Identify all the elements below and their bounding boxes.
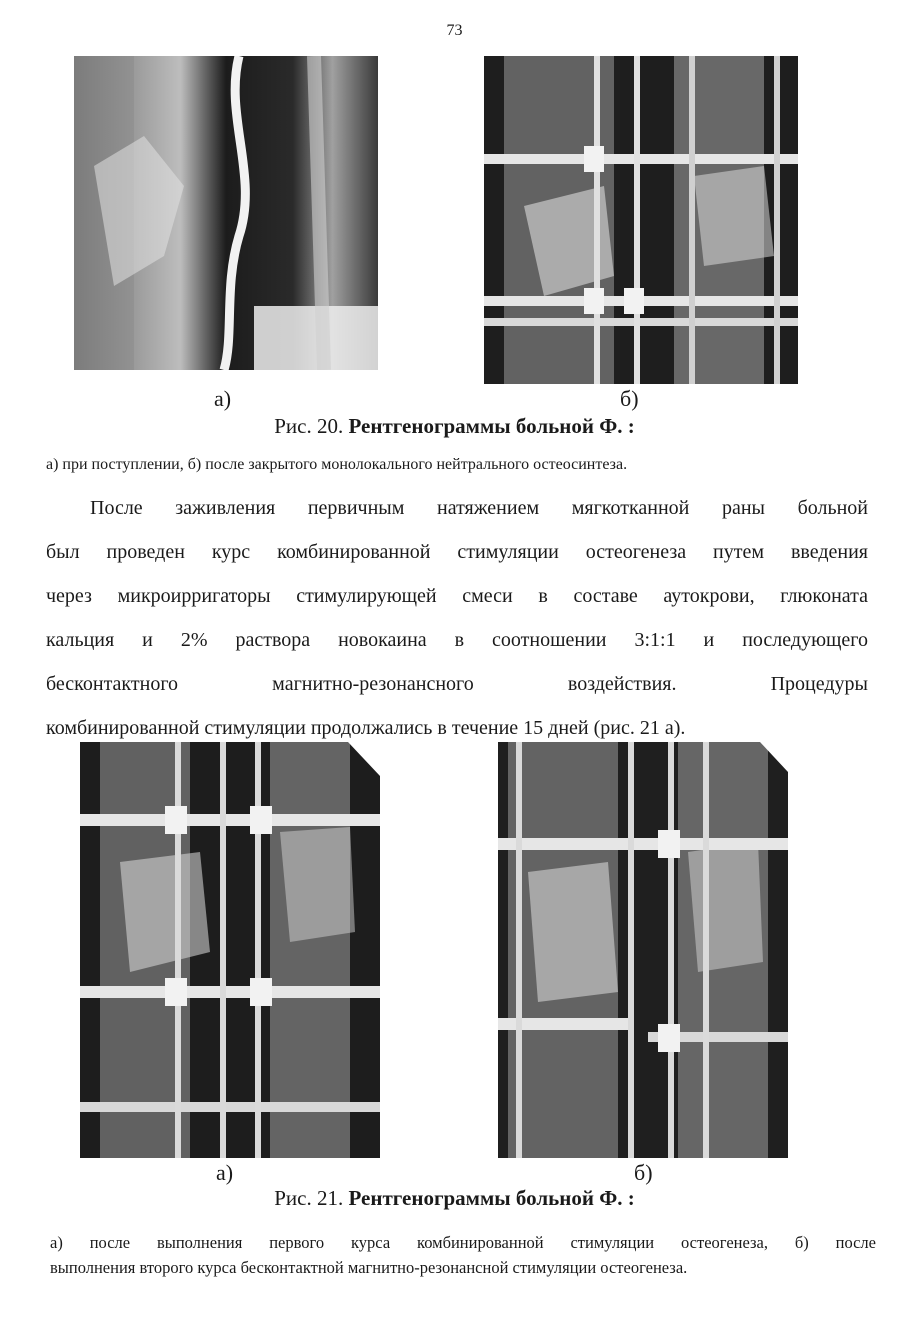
xray-fig20-b — [484, 56, 798, 384]
fig21-legend — [50, 1230, 876, 1280]
xray-fig21-a — [80, 742, 380, 1158]
xray-fig21-b — [498, 742, 788, 1158]
paragraph-line: был проведен курс комбинированной стимуляции остеогенеза путем введения — [46, 541, 868, 563]
paragraph-line: кальция и 2% раствора новокаина в соотношении 3:1:1 и последующего — [46, 629, 868, 651]
paragraph-line: комбинированной стимуляции продолжались в течение 15 дней (рис. 21 а). — [46, 717, 686, 739]
fig20-caption-prefix: Рис. 20. — [274, 414, 344, 438]
fig20-legend: а) при поступлении, б) после закрытого монолокального нейтрального остеосинтеза. — [46, 456, 628, 473]
fig21-label-a: а) — [216, 1160, 234, 1185]
fig20-caption-title: Рентгенограммы больной Ф. : — [348, 414, 635, 438]
xray-fig20-a — [74, 56, 378, 370]
fig21-label-b: б) — [634, 1160, 653, 1185]
paragraph-line: После заживления первичным натяжением мягкотканной раны больной — [90, 497, 868, 519]
paragraph-line: бесконтактного магнитно-резонансного воздействия. Процедуры — [46, 673, 868, 695]
page-number: 73 — [446, 22, 463, 39]
fig21-legend-line: выполнения второго курса бесконтактной магнитно-резонансной стимуляции остеогенеза. — [50, 1258, 688, 1277]
fig21-legend-line: а) после выполнения первого курса комбинированной стимуляции остеогенеза, б) после — [50, 1233, 876, 1252]
fig21-caption-title: Рентгенограммы больной Ф. : — [348, 1186, 635, 1210]
fig21-caption-prefix: Рис. 21. — [274, 1186, 344, 1210]
body-paragraph — [46, 486, 868, 750]
paragraph-line: через микроирригаторы стимулирующей смеси в составе аутокрови, глюконата — [46, 585, 868, 607]
fig20-label-a: а) — [214, 386, 232, 411]
fig21-caption — [0, 1186, 909, 1211]
fig20-label-b: б) — [620, 386, 639, 411]
fig20-caption — [0, 414, 909, 439]
